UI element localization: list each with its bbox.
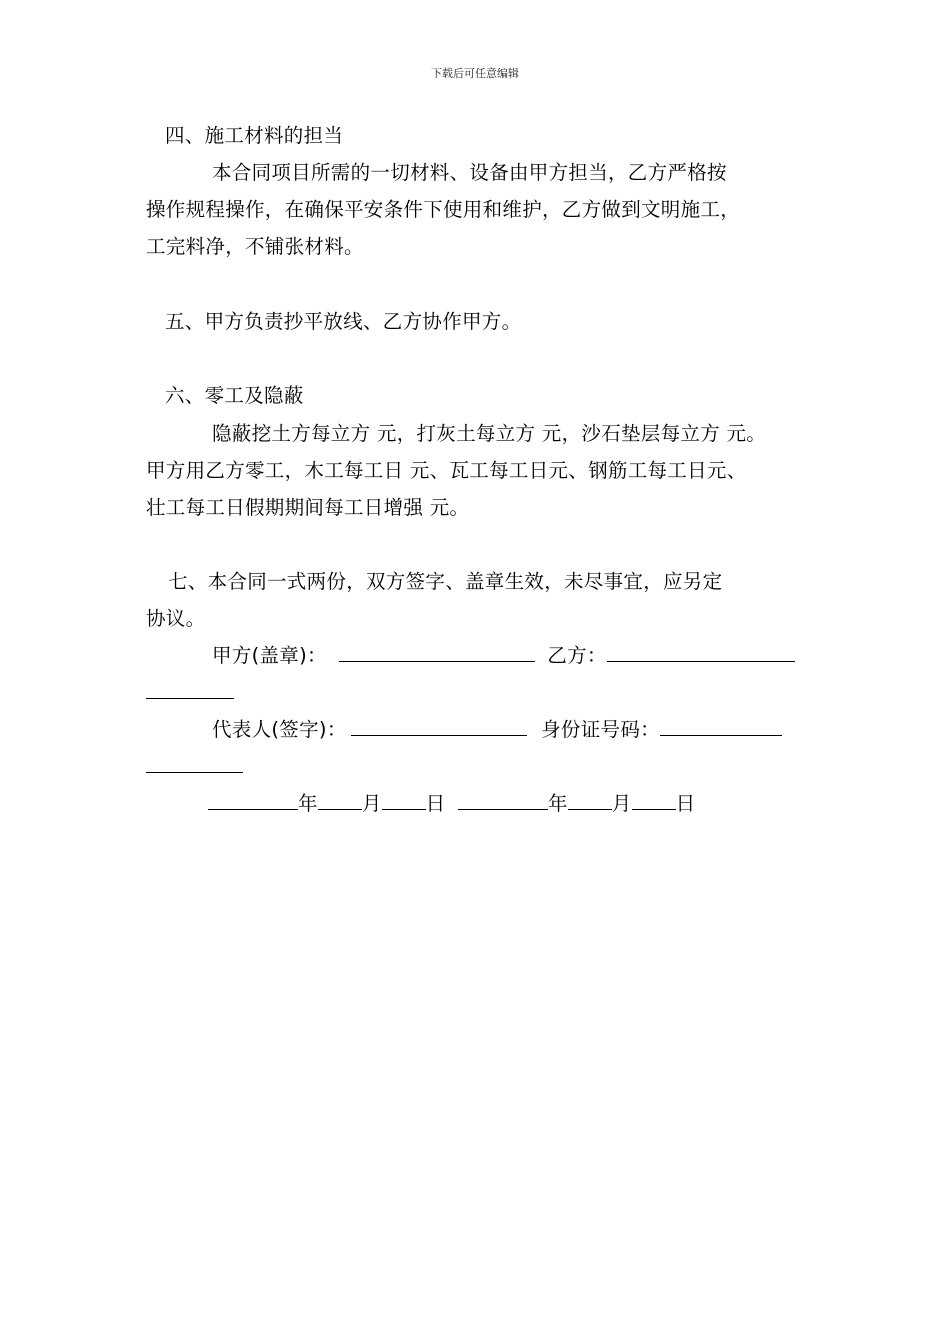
party-a-month-blank bbox=[318, 789, 362, 810]
section-4-line-3: 工完料净，不铺张材料。 bbox=[146, 235, 364, 258]
section-6-line-2: 甲方用乙方零工，木工每工日 元、瓦工每工日元、钢筋工每工日元、 bbox=[146, 459, 747, 482]
section-5-title: 五、甲方负责抄平放线、乙方协作甲方。 bbox=[165, 310, 522, 333]
section-6-line-1: 隐蔽挖土方每立方 元，打灰土每立方 元，沙石垫层每立方 元。 bbox=[212, 422, 767, 445]
party-a-row bbox=[212, 641, 795, 671]
party-a-year-label: 年 bbox=[298, 792, 318, 815]
party-b-month-blank bbox=[568, 789, 612, 810]
id-number-continuation-row bbox=[146, 752, 243, 782]
representative-label: 代表人(签字)： bbox=[212, 718, 347, 741]
id-number-line-continued bbox=[146, 752, 243, 773]
section-6-line-3: 壮工每工日假期期间每工日增强 元。 bbox=[146, 496, 470, 519]
party-a-signature-line bbox=[339, 641, 535, 662]
id-number-label: 身份证号码： bbox=[541, 718, 660, 741]
section-6-title: 六、零工及隐蔽 bbox=[165, 384, 304, 407]
date-row bbox=[208, 789, 695, 819]
party-b-label: 乙方： bbox=[547, 644, 607, 667]
party-a-label: 甲方(盖章)： bbox=[212, 644, 327, 667]
party-b-day-label: 日 bbox=[675, 792, 696, 815]
party-b-year-blank bbox=[458, 789, 548, 810]
party-b-year-label: 年 bbox=[547, 792, 568, 815]
section-7-line-2: 协议。 bbox=[146, 607, 206, 630]
party-b-signature-line bbox=[607, 641, 795, 662]
party-b-continuation-row bbox=[146, 678, 234, 708]
representative-row bbox=[212, 715, 782, 745]
section-4-line-1: 本合同项目所需的一切材料、设备由甲方担当，乙方严格按 bbox=[212, 161, 727, 184]
party-a-day-blank bbox=[382, 789, 426, 810]
section-4-title: 四、施工材料的担当 bbox=[165, 124, 344, 147]
party-a-day-label: 日 bbox=[425, 792, 446, 815]
representative-signature-line bbox=[351, 715, 527, 736]
party-a-year-blank bbox=[208, 789, 298, 810]
page-header: 下载后可任意编辑 bbox=[431, 67, 519, 80]
section-4-line-2: 操作规程操作，在确保平安条件下使用和维护，乙方做到文明施工， bbox=[146, 198, 741, 221]
party-b-day-blank bbox=[632, 789, 676, 810]
party-b-signature-line-continued bbox=[146, 678, 234, 699]
party-b-month-label: 月 bbox=[611, 792, 632, 815]
id-number-line bbox=[660, 715, 782, 736]
party-a-month-label: 月 bbox=[361, 792, 382, 815]
section-7-line-1: 七、本合同一式两份，双方签字、盖章生效，未尽事宜，应另定 bbox=[168, 570, 723, 593]
